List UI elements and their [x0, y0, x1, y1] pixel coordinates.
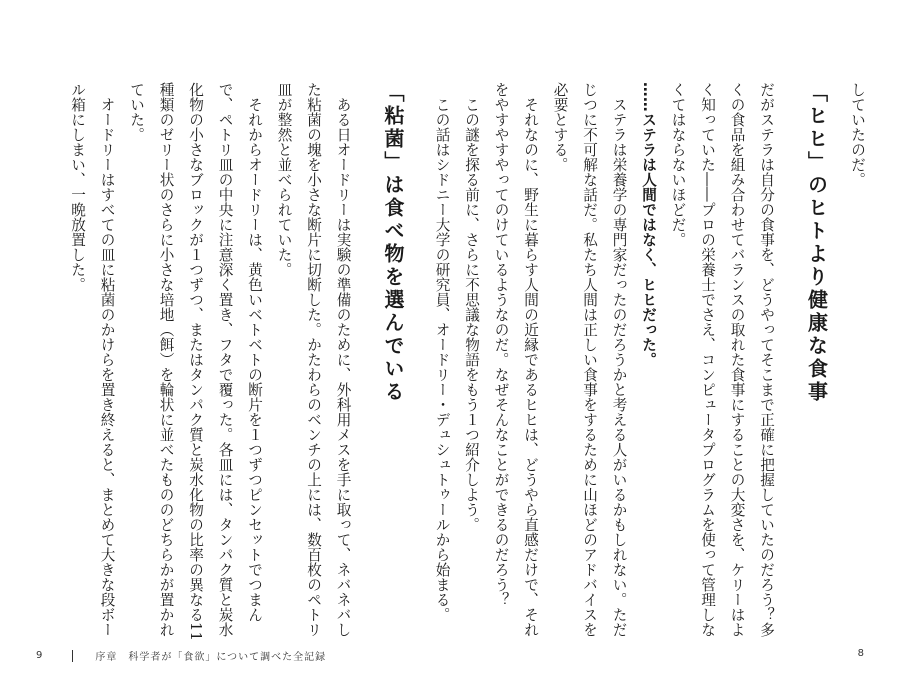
paragraph: オードリーはすべての皿に粘菌のかけらを置き終えると、まとめて大きな段ボール箱にしまい、一晩放置した。 [69, 82, 116, 637]
paragraph: ある日オードリーは実験の準備のために、外科用メスを手に取って、ネバネバした粘菌の塊を小さな断片に切断した。かたわらのベンチの上には、数百枚のペトリ皿が整然と並べられていた。 [275, 82, 352, 637]
paragraph: それなのに、野生に暮らす人間の近縁であるヒヒは、どうやら直感だけで、それをやすやすやってのけているようなのだ。なぜそんなことができるのだろう？ [492, 82, 539, 637]
paragraph: じつに不可解な話だ。私たち人間は正しい食事をするために山ほどのアドバイスを必要とする。 [551, 82, 598, 637]
section-heading: 「ヒヒ」のヒトより健康な食事 [804, 82, 829, 404]
emphasis-text: ……ステラは人間ではなく、ヒヒだった。 [640, 82, 657, 367]
paragraph: この謎を探る前に、さらに不思議な物語をもう１つ紹介しよう。 [463, 96, 480, 532]
paragraph: この話はシドニー大学の研究員、オードリー・デュシュトゥールから始まる。 [433, 96, 451, 622]
section-heading: 「粘菌」は食べ物を選んでいる [381, 82, 405, 404]
paragraph: ステラは栄養学の専門家だったのだろうかと考える人がいるかもしれない。ただ [610, 96, 628, 637]
paragraph [634, 82, 664, 642]
footer-left [36, 648, 326, 663]
running-header-chapter: 序章 科学者が「食欲」について調べた全記録 [95, 652, 327, 663]
footer-divider [72, 650, 73, 662]
vertical-text-body [24, 82, 872, 642]
paragraph: だがステラは自分の食事を、どうやってそこまで正確に把握していたのだろう？多くの食品を組み合わせてバランスの取れた食事にすることの大変さを、ケリーはよく知っていた――プロの栄養士でさえ、コンピュータプログラムを使って管理しなくてはならないほどだ。 [669, 82, 775, 637]
page-number-left: 9 [36, 650, 43, 661]
page-number-right: 8 [857, 648, 864, 659]
paragraph: それからオードリーは、黄色いベトベトの断片を１つずつピンセットでつまんで、ペトリ皿の中央に注意深く置き、フタで覆った。各皿には、タンパク質と炭水化物の小さなブロックが１つずつ、またはタンパク質と炭水化物の比率の異なる11種類のゼリー状のさらに小さな培地（餌）を輪状に並べたもののどちらかが置かれていた。 [128, 82, 263, 642]
paragraph: していたのだ。 [849, 82, 866, 187]
